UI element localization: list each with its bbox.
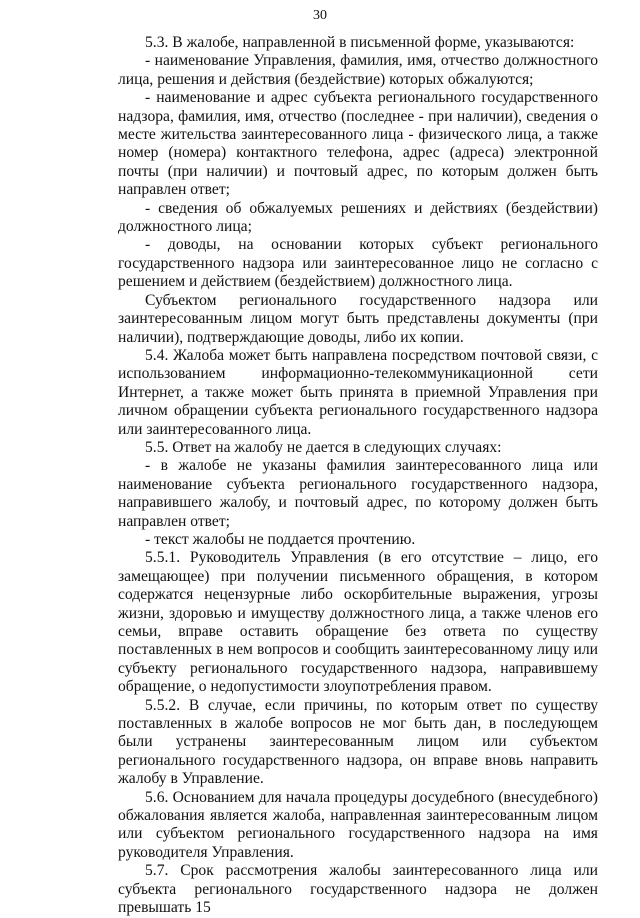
paragraph-item-subject-address: - наименование и адрес субъекта регионального государственного надзора, фамилия, имя, отчество (последнее - при наличии), сведения о месте жительства заинтересованного лица - физического лица, а также номер (номера) контактного телефона, адрес (адреса) электронной почты (при наличии) и почтовый адрес, по которым должен быть направлен ответ; xyxy=(118,89,598,199)
paragraph-5-5: 5.5. Ответ на жалобу не дается в следующих случаях: xyxy=(145,438,502,456)
paragraph-5-5-1: 5.5.1. Руководитель Управления (в его отсутствие – лицо, его замещающее) при получении письменного обращения, в котором содержатся нецензурные либо оскорбительные выражения, угрозы жизни, здоровью и имуществу должностного лица, а также членов его семьи, вправе оставить обращение без ответа по существу поставленных в нем вопросов и сообщить заинтересованному лицу или субъекту регионального государственного надзора, направившему обращение, о недопустимости злоупотребления правом. xyxy=(118,549,598,696)
paragraph-item-unreadable: - текст жалобы не поддается прочтению. xyxy=(145,530,416,548)
paragraph-item-authority-name: - наименование Управления, фамилия, имя, отчество должностного лица, решения и действия (бездействие) которых обжалуются; xyxy=(118,52,598,88)
page-number: 30 xyxy=(313,8,327,23)
paragraph-item-decisions: - сведения об обжалуемых решениях и действиях (бездействии) должностного лица; xyxy=(118,199,598,236)
paragraph-item-arguments: - доводы, на основании которых субъект регионального государственного надзора или заинтересованное лицо не согласно с решением и действием (бездействием) должностного лица. xyxy=(118,236,598,291)
paragraph-item-missing-name: - в жалобе не указаны фамилия заинтересованного лица или наименование субъекта регионального государственного надзора, направившего жалобу, и почтовый адрес, по которому должен быть направлен ответ; xyxy=(118,457,598,530)
paragraph-5-5-2: 5.5.2. В случае, если причины, по которым ответ по существу поставленных в жалобе вопросов не мог быть дан, в последующем были устранены заинтересованным лицом или субъектом регионального государственного надзора, он вправе вновь направить жалобу в Управление. xyxy=(118,696,598,788)
document-body xyxy=(118,34,598,918)
paragraph-5-7: 5.7. Срок рассмотрения жалобы заинтересованного лица или субъекта регионального государственного надзора не должен превышать 15 xyxy=(118,862,598,917)
paragraph-5-6: 5.6. Основанием для начала процедуры досудебного (внесудебного) обжалования является жалоба, направленная заинтересованным лицом или субъектом регионального государственного надзора на имя руководителя Управления. xyxy=(118,788,598,861)
paragraph-documents: Субъектом регионального государственного надзора или заинтересованным лицом могут быть представлены документы (при наличии), подтверждающие доводы, либо их копии. xyxy=(118,291,598,346)
paragraph-5-4: 5.4. Жалоба может быть направлена посредством почтовой связи, с использованием информационно-телекоммуникационной сети Интернет, а также может быть принята в приемной Управления при личном обращении субъекта регионального государственного надзора или заинтересованного лица. xyxy=(118,346,598,438)
paragraph-5-3-heading: 5.3. В жалобе, направленной в письменной форме, указываются: xyxy=(145,34,575,51)
